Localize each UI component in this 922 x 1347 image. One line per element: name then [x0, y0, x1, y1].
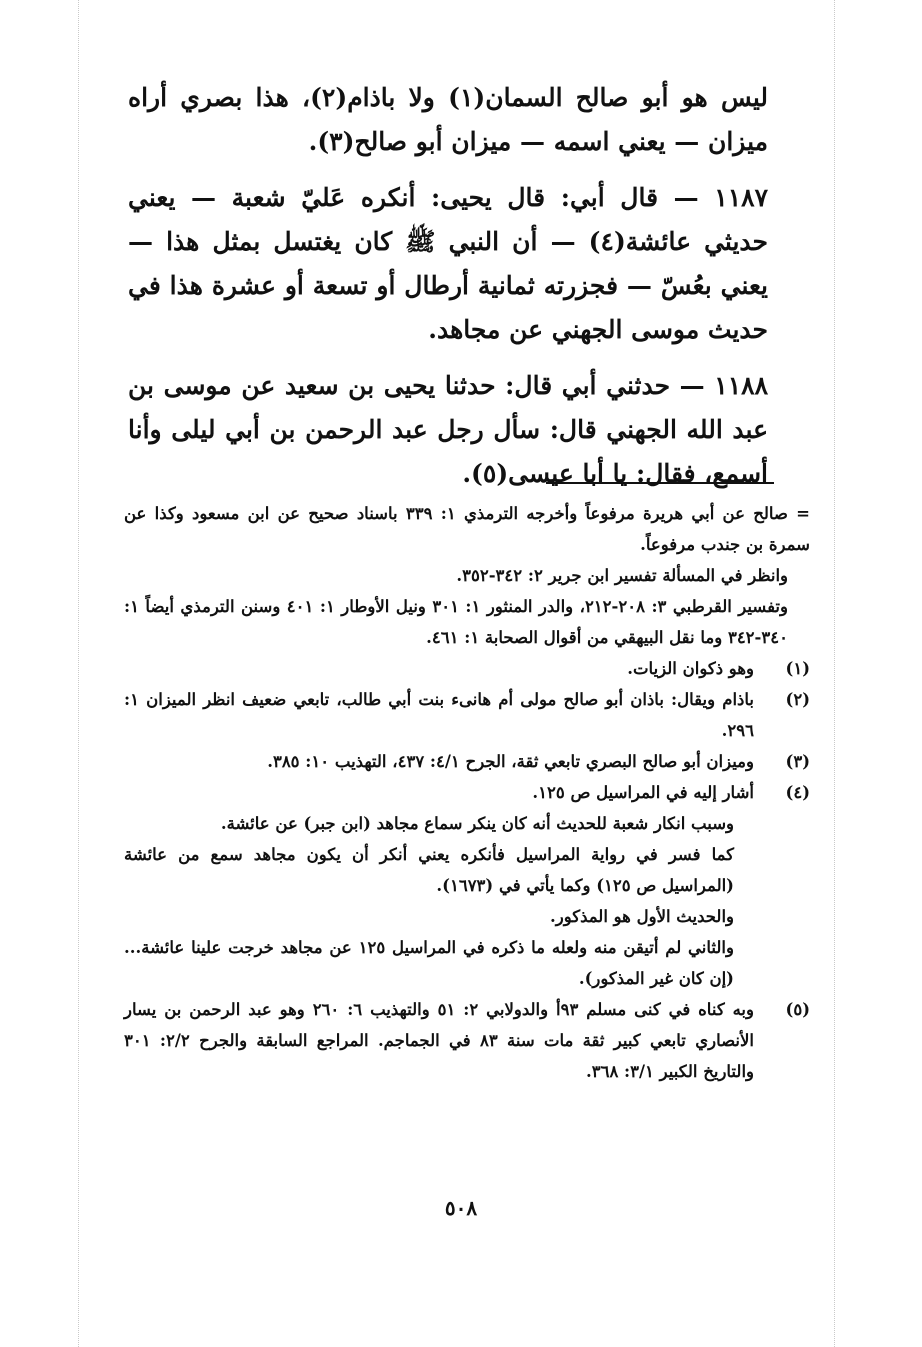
page-number: ٥٠٨	[444, 1196, 478, 1220]
footnote-4	[124, 777, 810, 808]
footnote-4-para-b: كما فسر في رواية المراسيل فأنكره يعني أنكر أن يكون مجاهد سمع من عائشة (المراسيل ص ١٢٥) وكما يأتي في (١٦٧٣).	[124, 845, 734, 895]
footnotes	[124, 498, 810, 1087]
footnote-4-para-c: والحديث الأول هو المذكور.	[550, 907, 734, 926]
footnote-1-text: وهو ذكوان الزيات.	[627, 659, 754, 678]
footnote-4-text: أشار إليه في المراسيل ص ١٢٥.	[532, 783, 754, 802]
footnote-separator-rule	[546, 482, 774, 484]
footnote-1-marker: (١)	[785, 659, 810, 678]
footnote-2-text: باذام ويقال: باذان أبو صالح مولى أم هانىء بنت أبي طالب، تابعي ضعيف انظر الميزان ١: ٢٩٦.	[124, 690, 754, 740]
footnote-2	[124, 684, 810, 746]
main-paragraph-1: ليس هو أبو صالح السمان(١) ولا باذام(٢)، هذا بصري أراه ميزان — يعني اسمه — ميزان أبو صالح(٣).	[128, 83, 768, 156]
main-text	[128, 76, 768, 508]
footnote-4-marker: (٤)	[785, 783, 810, 802]
main-paragraph-1187: ١١٨٧ — قال أبي: قال يحيى: أنكره عَليّ شعبة — يعني حديثي عائشة(٤) — أن النبي ﷺ كان يغتسل بمثل هذا — يعني بعُسّ — فجزرته ثمانية أرطال أو تسعة أو عشرة هذا في حديث موسى الجهني عن مجاهد.	[128, 183, 768, 344]
margin-dotted-line-right	[834, 0, 835, 1347]
footnote-5	[124, 994, 810, 1087]
footnote-4-para-d: والثاني لم أتيقن منه ولعله ما ذكره في المراسيل ١٢٥ عن مجاهد خرجت علينا عائشة... (إن كان غير المذكور).	[124, 938, 734, 988]
main-paragraph-1188: ١١٨٨ — حدثني أبي قال: حدثنا يحيى بن سعيد عن موسى بن عبد الله الجهني قال: سأل رجل عبد الرحمن بن أبي ليلى وأنا أسمع، فقال: يا أبا عيسى(٥).	[128, 371, 768, 488]
footnote-4-para-a: وسبب انكار شعبة للحديث أنه كان ينكر سماع مجاهد (ابن جبر) عن عائشة.	[220, 814, 734, 833]
footnote-3-marker: (٣)	[785, 752, 810, 771]
footnote-1	[124, 653, 810, 684]
footnote-continuation-3: وتفسير القرطبي ٣: ٢٠٨-٢١٢، والدر المنثور ١: ٣٠١ ونيل الأوطار ١: ٤٠١ وسنن الترمذي أيضاً ١: ٣٤٠-٣٤٢ وما نقل البيهقي من أقوال الصحابة ١: ٤٦١.	[124, 597, 788, 647]
footnote-5-text: وبه كناه في كنى مسلم ٩٣أ والدولابي ٢: ٥١ والتهذيب ٦: ٢٦٠ وهو عبد الرحمن بن يسار الأنصاري تابعي كبير ثقة مات سنة ٨٣ في الجماجم. المراجع السابقة والجرح ٢/٢: ٣٠١ والتاريخ الكبير ٣/١: ٣٦٨.	[124, 1000, 755, 1081]
footnote-3-text: وميزان أبو صالح البصري تابعي ثقة، الجرح ٤/١: ٤٣٧، التهذيب ١٠: ٣٨٥.	[267, 752, 754, 771]
footnote-5-marker: (٥)	[785, 1000, 810, 1019]
footnote-2-marker: (٢)	[785, 690, 810, 709]
footnote-continuation-2: وانظر في المسألة تفسير ابن جرير ٢: ٣٤٢-٣٥٢.	[456, 566, 788, 585]
footnote-3	[124, 746, 810, 777]
footnote-continuation-1: = صالح عن أبي هريرة مرفوعاً وأخرجه الترمذي ١: ٣٣٩ باسناد صحيح عن ابن مسعود وكذا عن سمرة بن جندب مرفوعاً.	[124, 504, 810, 554]
margin-dotted-line-left	[78, 0, 79, 1347]
